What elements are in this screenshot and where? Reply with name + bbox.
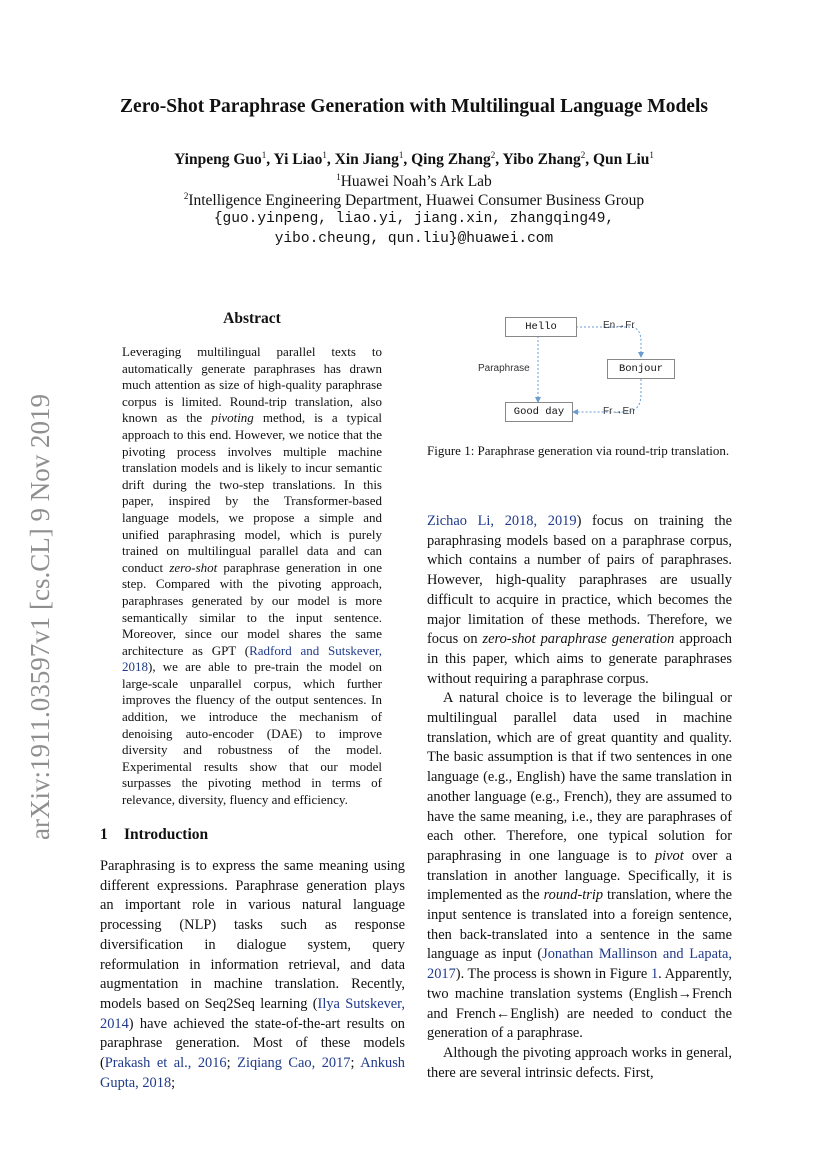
figure-1-diagram — [475, 312, 700, 427]
affiliation-2: $^2$Intelligence Engineering Department, Huawei Consumer Business Group — [183, 191, 645, 209]
author-name: Qun Liu$^1$ — [592, 150, 654, 168]
right-column — [427, 512, 732, 1083]
email-line-1: {guo.yinpeng, liao.yi, jiang.xin, zhangqing49, — [213, 211, 615, 227]
affiliation-1: $^1$Huawei Noah’s Ark Lab — [336, 172, 492, 190]
citation-link[interactable]: Ziqiang Cao, 2017 — [237, 1055, 351, 1072]
author-name: Yinpeng Guo$^1$ — [174, 150, 267, 168]
citation-link[interactable]: Jonathan Mallinson and Lapata, 2017 — [427, 946, 732, 983]
paper-title: Zero-Shot Paraphrase Generation with Multilingual Language Models — [120, 96, 708, 117]
author-name: Xin Jiang$^1$ — [334, 150, 404, 168]
label-en-fr: En→Fr — [603, 320, 635, 331]
author-name: Yibo Zhang$^2$ — [502, 150, 586, 168]
author-list: Yinpeng Guo$^1$, Yi Liao$^1$, Xin Jiang$^1$, Qing Zhang$^2$, Yibo Zhang$^2$, Qun Liu$^1$ — [174, 150, 654, 168]
section-heading-introduction: 1 Introduction — [100, 826, 209, 843]
citation-link[interactable]: 1 — [650, 966, 659, 983]
arrow-en-fr — [576, 327, 641, 357]
abstract-body: Leveraging multilingual parallel texts to automatically generate paraphrases has drawn much attention as size of high-quality paraphrase corpus is limited. Round-trip translation, also known as the pivoting method, is a typical approach to this end. However, we notice that the pivoting process involves multiple machine translation models and is likely to incur semantic drift during the two-step translations. In this paper, inspired by the Transformer-based language models, we propose a simple and unified paraphrasing model, which is purely trained on multilingual parallel data and can conduct zero-shot paraphrase generation in one step. Compared with the pivoting approach, paraphrases generated by our model is more semantically similar to the input sentence. Moreover, since our model shares the same architecture as GPT (Radford and Sutskever, 2018), we are able to pre-train the model on large-scale unparallel corpus, which further improves the fluency of the output sentences. In addition, we introduce the mechanism of denoising auto-encoder (DAE) to improve diversity and robustness of the model. Experimental results show that our model surpasses the pivoting method in terms of relevance, diversity, fluency and efficiency. — [122, 344, 383, 808]
label-paraphrase: Paraphrase — [478, 363, 530, 374]
paragraph: A natural choice is to leverage the bilingual or multilingual parallel data used in machine translation, which are of great quantity and quality. The basic assumption is that if two sentences in one language (e.g., English) have the same translation in another language (e.g., French), they are assumed to have the same meaning, i.e., they are paraphrases of each other. Therefore, one typical solution for paraphrasing in one language is to pivot over a translation in another language. Specifically, it is implemented as the round-trip translation, where the input sentence is translated into a foreign sentence, then back-translated into a sentence in the same language as input (Jonathan Mallinson and Lapata, 2017). The process is shown in Figure 1. Apparently, two machine translation systems (English→French and French←English) are needed to conduct the generation of a paraphrase. — [427, 690, 732, 1042]
emphasis: round-trip — [543, 887, 604, 904]
paragraph: Although the pivoting approach works in general, there are several intrinsic defects. First, — [427, 1044, 732, 1081]
emphasis: pivoting — [211, 410, 254, 426]
label-fr-en: Fr→En — [603, 406, 635, 417]
citation-link[interactable]: Ankush Gupta, 2018 — [100, 1055, 405, 1091]
abstract-heading: Abstract — [223, 310, 281, 327]
citation-link[interactable]: Ilya Sutskever, 2014 — [100, 995, 405, 1032]
email-line-2: yibo.cheung, qun.liu}@huawei.com — [274, 231, 554, 247]
emphasis: zero-shot — [169, 559, 218, 575]
arxiv-identifier: arXiv:1911.03597v1 [cs.CL] 9 Nov 2019 — [25, 394, 55, 840]
paragraph: Zichao Li, 2018, 2019) focus on training the paraphrasing models based on a paraphrase corpus, which contains a number of pairs of paraphrases. However, high-quality paraphrases are usually difficult to acquire in practice, which becomes the major limitation of these methods. Therefore, we focus on zero-shot paraphrase generation approach in this paper, which aims to generate paraphrases without requiring a paraphrase corpus. — [427, 513, 732, 687]
node-hello: Hello — [505, 317, 577, 337]
node-good-day: Good day — [505, 402, 573, 422]
author-name: Qing Zhang$^2$ — [411, 150, 496, 168]
citation-link[interactable]: Zichao Li, 2018, 2019 — [427, 513, 577, 529]
node-bonjour: Bonjour — [607, 359, 675, 379]
figure-1-caption: Figure 1: Paraphrase generation via round-trip translation. — [427, 443, 730, 458]
emphasis: zero-shot paraphrase generation — [482, 631, 675, 648]
citation-link[interactable]: Prakash et al., 2016 — [104, 1055, 227, 1072]
introduction-paragraph: Paraphrasing is to express the same meaning using different expressions. Paraphrase generation plays an important role in various natural language processing (NLP) tasks such as response diversification in dialogue system, query reformulation in information retrieval, and data augmentation in machine translation. Recently, models based on Seq2Seq learning (Ilya Sutskever, 2014) have achieved the state-of-the-art results on paraphrase generation. Most of these models (Prakash et al., 2016; Ziqiang Cao, 2017; Ankush Gupta, 2018; — [100, 858, 405, 1091]
citation-link[interactable]: Radford and Sutskever, 2018 — [122, 642, 382, 675]
author-name: Yi Liao$^1$ — [273, 150, 327, 168]
emphasis: pivot — [654, 847, 684, 864]
